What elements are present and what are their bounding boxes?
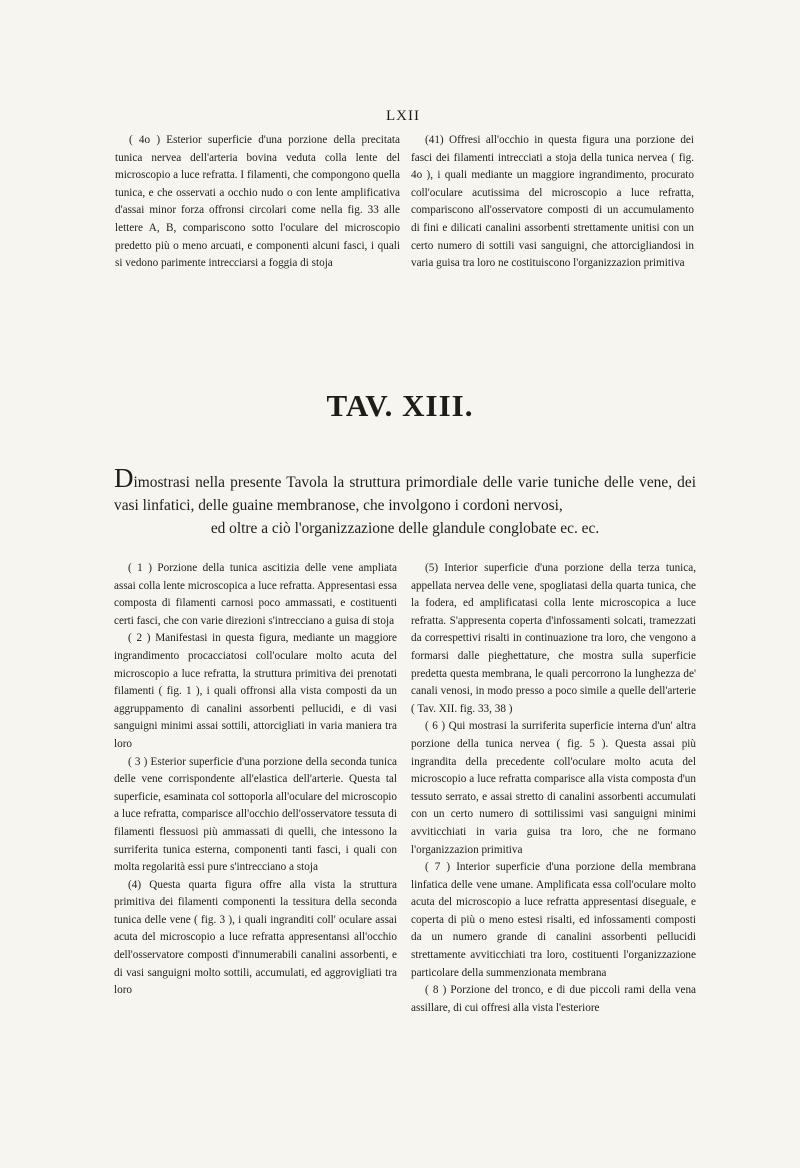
paragraph-fig-5: (5) Interior superficie d'una porzione della terza tunica, appellata nervea delle vene, spogliatasi della quarta tunica, che la fodera, ed amplificatasi colla lente microscopica a luce refratta. S'appresenta coperta d'infossamenti solcati, tramezzati da correspettivi risalti in continuazione tra loro, che vengono a formarsi dalle pieghettature, che mostra sulla superficie predetta questa membrana, le quali percorrono la lunghezza de' canali venosi, in modo presso a poco simile a quelle dell'arterie ( Tav. XII. fig. 33, 38 )	[411, 562, 696, 715]
paragraph-fig-40: ( 4o ) Esterior superficie d'una porzione della precitata tunica nervea dell'arteria bovina veduta colla lente del microscopio a luce refratta. I filamenti, che compongono quella tunica, e che osservati a occhio nudo o con lente amplificativa d'assai minor forza offronsi circolari come nella fig. 33 alle lettere A, B, compariscono sotto l'oculare del microscopio predetto più o meno arcuati, e componenti alcuni fasci, i quali si vedono parimente intrecciarsi a foggia di stoja	[115, 134, 400, 270]
bottom-right-column	[411, 560, 696, 1017]
intro-body: imostrasi nella presente Tavola la struttura primordiale delle varie tuniche delle vene, dei vasi linfatici, delle guaine membranose, che involgono i cordoni nervosi,	[114, 474, 696, 514]
intro-dropcap: D	[114, 463, 134, 493]
intro-last-line: ed oltre a ciò l'organizzazione delle glandule conglobate ec. ec.	[210, 520, 600, 537]
paragraph-fig-7: ( 7 ) Interior superficie d'una porzione della membrana linfatica delle vene umane. Amplificata essa coll'oculare molto acuta del microscopio a luce refratta appresentasi diseguale, e coperta di più o meno estesi risalti, ed infossamenti composti da un numero grande di canalini assorbenti pellucidi strettamente avviticchiati tra loro, costituenti l'organizzazione particolare della summenzionata membrana	[411, 861, 696, 979]
intro-paragraph	[114, 463, 696, 540]
paragraph-fig-1: ( 1 ) Porzione della tunica ascitizia delle vene ampliata assai colla lente microscopica a luce refratta. Appresentasi essa composta di filamenti carnosi poco ammassati, e costituenti certi fasci, che con varie direzioni s'intrecciano a guisa di stoja	[114, 562, 397, 627]
page-number: LXII	[386, 108, 420, 124]
paragraph-fig-8: ( 8 ) Porzione del tronco, e di due piccoli rami della vena assillare, di cui offresi alla vista l'esteriore	[411, 984, 696, 1014]
paragraph-fig-2: ( 2 ) Manifestasi in questa figura, mediante un maggiore ingrandimento procacciatosi coll'oculare molto acuta del microscopio a luce refratta, la struttura primitiva dei prenotati filamenti ( fig. 1 ), i quali offronsi alla vista composti da un aggruppamento di canalini assorbenti pellucidi, e di vasi sanguigni minimi assai sottili, attorcigliati in varia maniera tra loro	[114, 632, 397, 750]
paragraph-fig-3: ( 3 ) Esterior superficie d'una porzione della seconda tunica delle vene corrispondente all'elastica dell'arterie. Questa tal superficie, esaminata col sottoporla all'oculare del microscopio a luce refratta, comparisce all'occhio dell'osservatore tessuta di filamenti flessuosi più ammassati di quelli, che intessono la surriferita tunica esterna, componenti tanti fasci, i quali con molta regolarità essi pure s'intrecciano a stoja	[114, 755, 397, 874]
plate-title: TAV. XIII.	[326, 388, 474, 423]
bottom-left-column	[114, 560, 397, 1000]
paragraph-fig-6: ( 6 ) Qui mostrasi la surriferita superficie interna d'un' altra porzione della tunica nervea ( fig. 5 ). Questa assai più ingrandita della precedente coll'oculare molto acuta del microscopio a luce refratta comparisce alla vista composta d'un tessuto serrato, e assai stretto di canalini assorbenti accumulati con un certo numero di sottilissimi vasi sanguigni minimi avviticchiati in varia guisa tra loro, che ne formano l'organizzazion primitiva	[411, 720, 696, 856]
paragraph-fig-4: (4) Questa quarta figura offre alla vista la struttura primitiva dei filamenti componenti la tessitura della seconda tunica delle vene ( fig. 3 ), i quali ingranditi coll' oculare assai acuta del microscopio a luce refratta appresentansi all'occhio dell'osservatore composti d'innumerabili canalini assorbenti, e di vasi sanguigni molto sottili, accumulati, ed aggrovigliati tra loro	[114, 878, 397, 997]
top-left-column	[115, 132, 400, 273]
paragraph-fig-41: (41) Offresi all'occhio in questa figura una porzione dei fasci dei filamenti intrecciati a stoja della tunica nervea ( fig. 4o ), i quali mediante un maggiore ingrandimento, procurato coll'oculare acutissima del microscopio a luce refratta, compariscono all'osservatore composti di un accumulamento di fini e dilicati canalini assorbenti strettamente unitisi con un certo numero di sottili vasi sanguigni, che attorcigliandosi in varia guisa tra loro ne costituiscono l'organizzazion primitiva	[411, 134, 694, 270]
top-right-column	[411, 132, 694, 273]
